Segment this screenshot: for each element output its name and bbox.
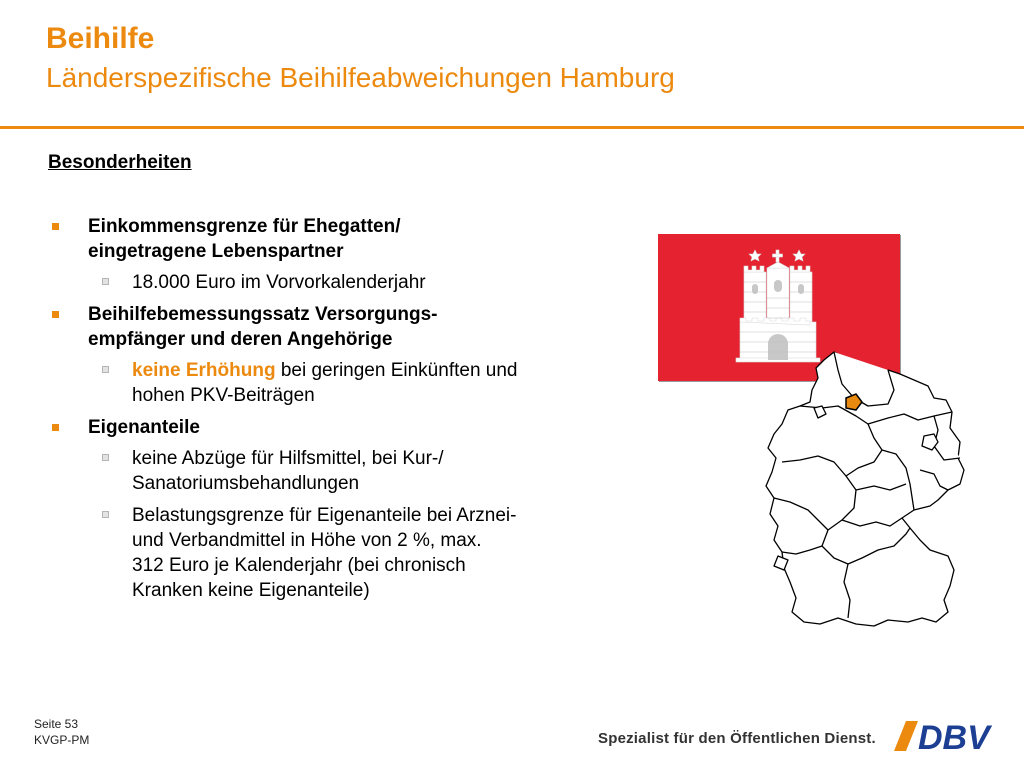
square-bullet-icon: [52, 223, 59, 230]
square-sub-bullet-icon: [102, 454, 109, 461]
section-heading: Besonderheiten: [48, 152, 192, 173]
bullet-income-limit: Einkommensgrenze für Ehegatten/ eingetragene Lebenspartner: [48, 214, 608, 264]
square-bullet-icon: [52, 424, 59, 431]
dbv-logo: [888, 717, 1006, 753]
sub-bullet-income-amount: 18.000 Euro im Vorvorkalenderjahr: [48, 270, 608, 295]
title-divider: [0, 126, 1024, 129]
footer-page-info: [34, 716, 89, 748]
sub-bullet-burden-limit: Belastungsgrenze für Eigenanteile bei Arznei- und Verbandmittel in Höhe von 2 %, max. 312 Euro je Kalenderjahr (bei chronisch Kranken keine Eigenanteile): [48, 503, 608, 603]
page-number: Seite 53: [34, 717, 79, 731]
page-title: Beihilfe: [46, 22, 155, 55]
document-code: KVGP-PM: [34, 733, 90, 747]
bullet-assessment-rate: Beihilfebemessungssatz Versorgungs- empfänger und deren Angehörige: [48, 302, 608, 352]
square-sub-bullet-icon: [102, 278, 109, 285]
bullet-list: [48, 214, 608, 610]
bullet-co-payments: Eigenanteile: [48, 415, 608, 440]
sub-bullet-no-increase: keine Erhöhung bei geringen Einkünften und hohen PKV-Beiträgen: [48, 358, 608, 408]
sub-bullet-no-deductions: keine Abzüge für Hilfsmittel, bei Kur-/ Sanatoriumsbehandlungen: [48, 446, 608, 496]
page-subtitle: Länderspezifische Beihilfeabweichungen Hamburg: [46, 62, 675, 93]
square-sub-bullet-icon: [102, 511, 109, 518]
square-bullet-icon: [52, 311, 59, 318]
square-sub-bullet-icon: [102, 366, 109, 373]
germany-map: [738, 350, 978, 640]
logo-text: DBV: [918, 719, 990, 753]
highlight-text: keine Erhöhung: [132, 360, 276, 381]
footer-slogan: Spezialist für den Öffentlichen Dienst.: [598, 730, 876, 747]
